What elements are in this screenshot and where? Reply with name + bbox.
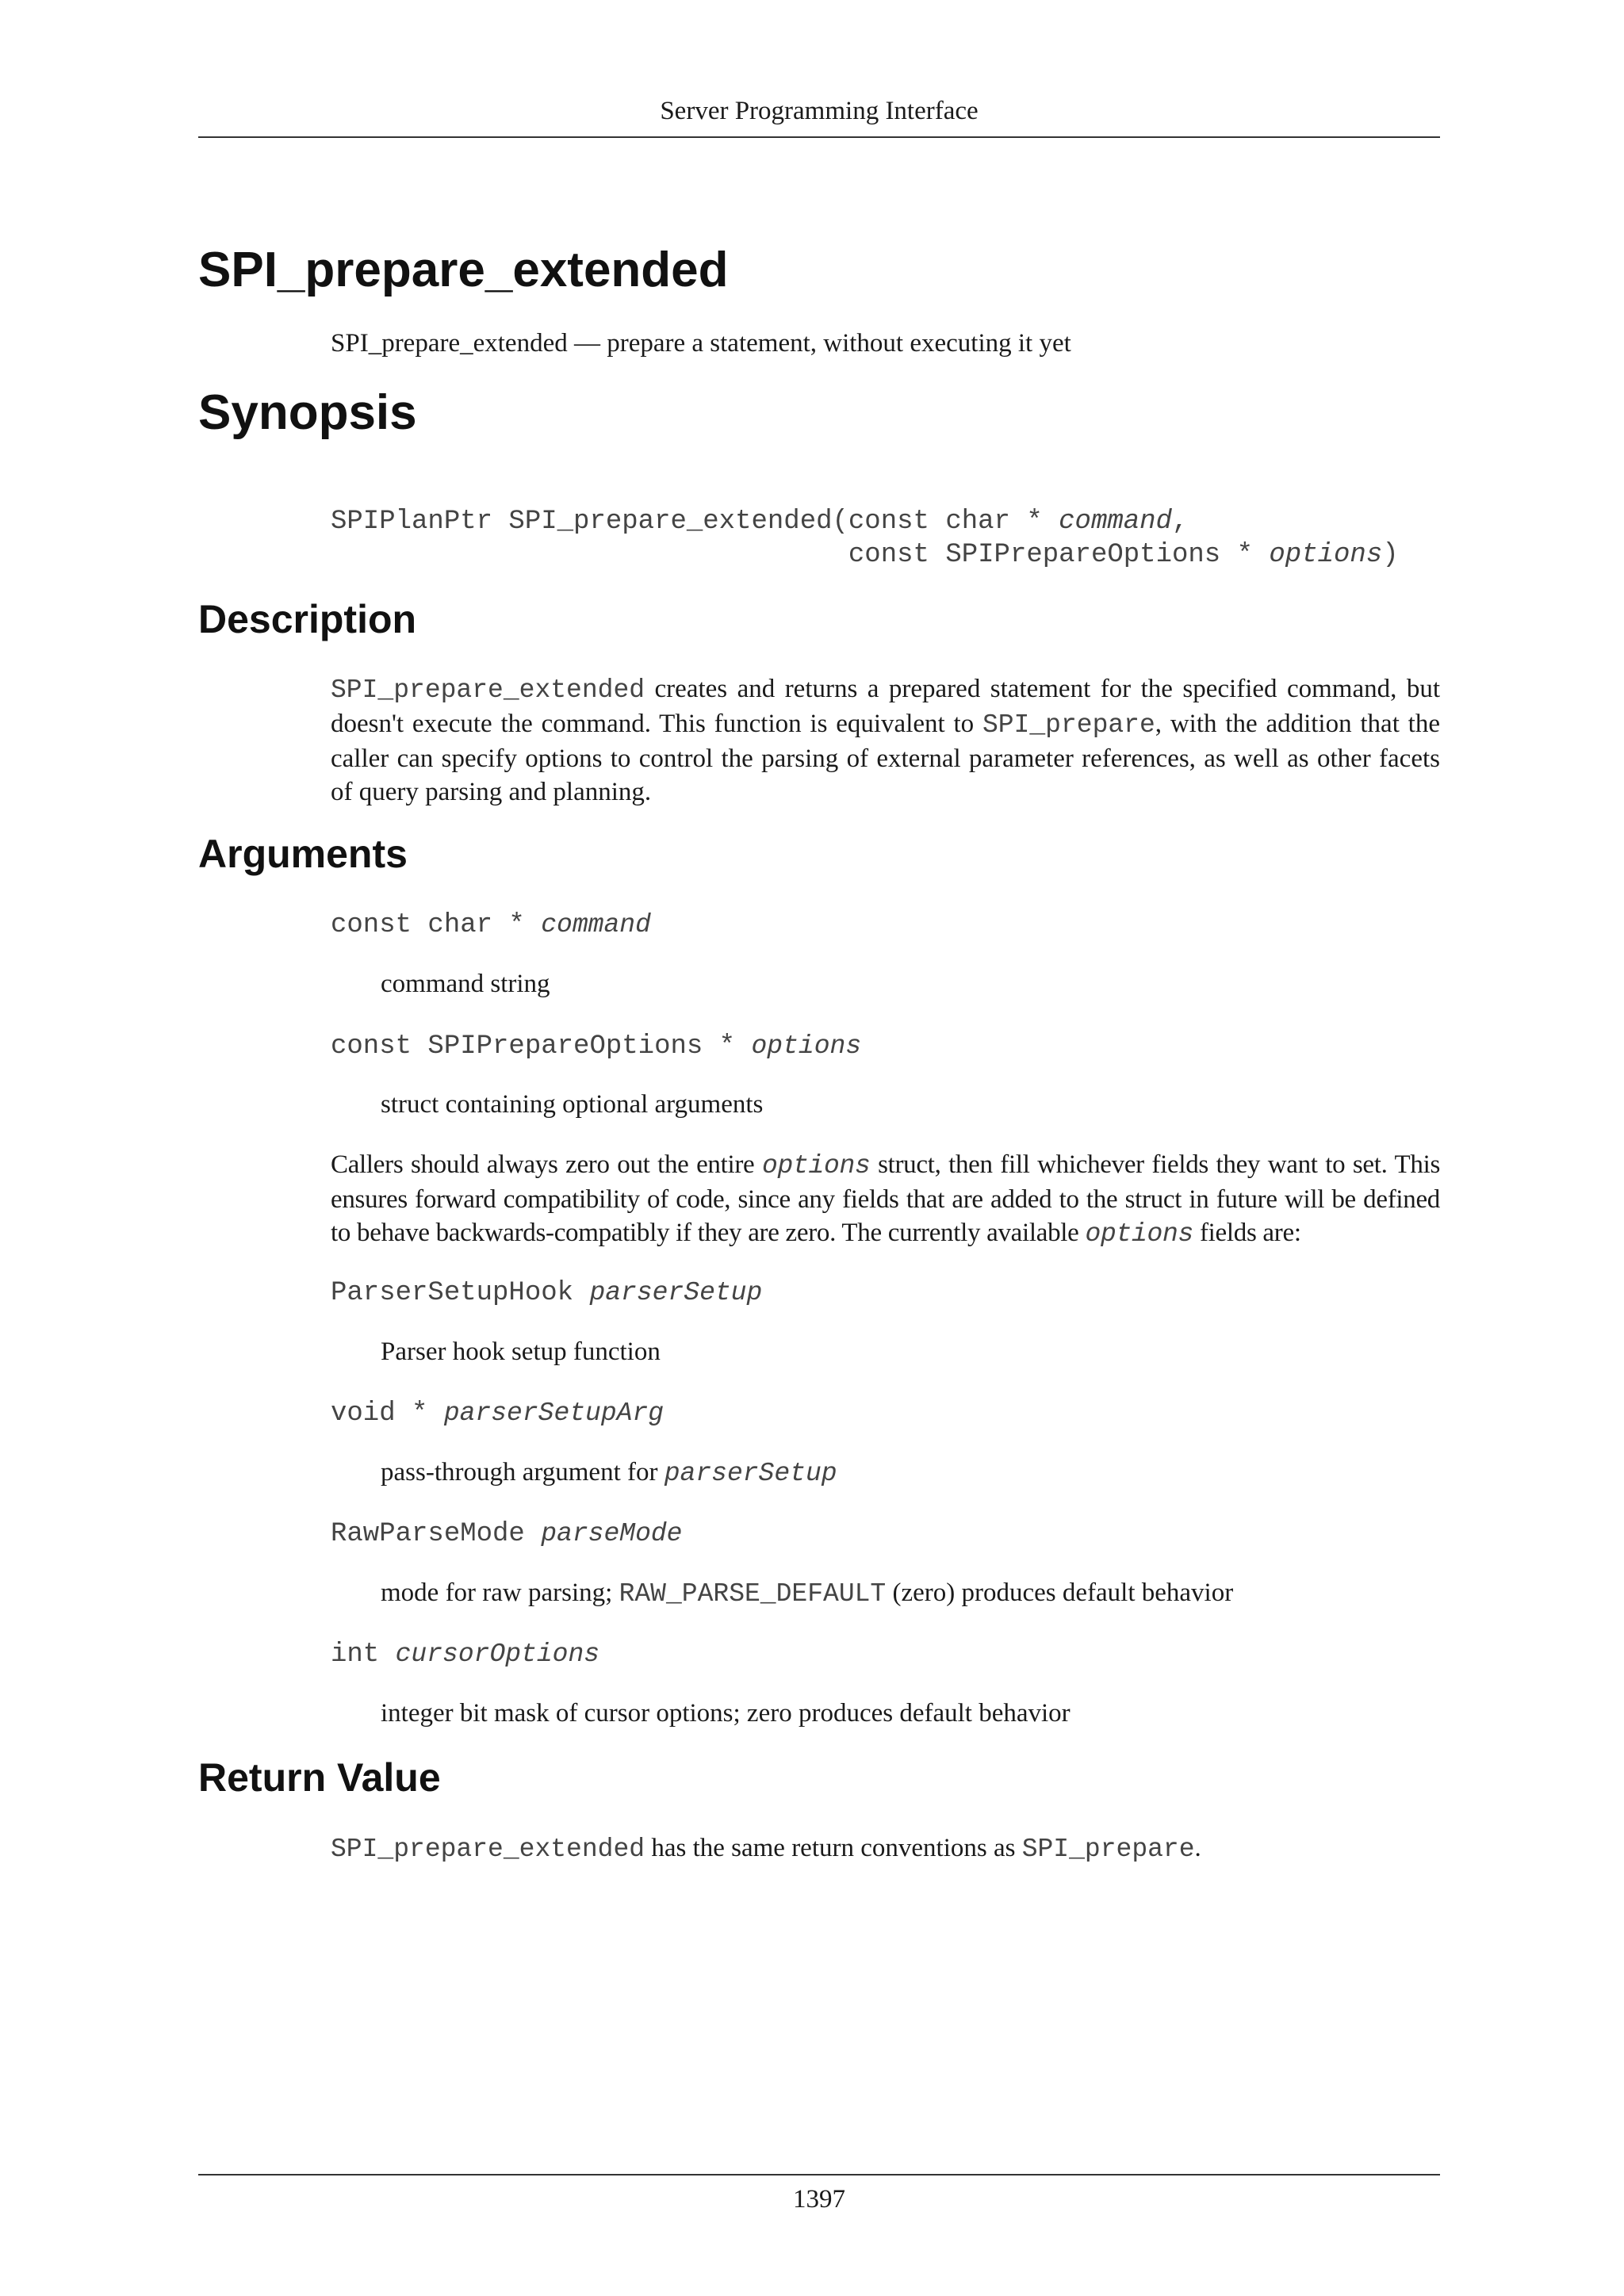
field-name: cursorOptions (395, 1640, 600, 1669)
field-term-parsemode: RawParseMode parseMode (331, 1519, 683, 1549)
argument-name: command (541, 910, 651, 939)
argument-term-command: const char * command (331, 910, 651, 940)
argument-desc-command: command string (381, 970, 550, 998)
synopsis-line1-prefix: SPIPlanPtr SPI_prepare_extended(const char * (331, 507, 1059, 537)
footer-rule (198, 2174, 1440, 2175)
running-header: Server Programming Interface (660, 97, 979, 125)
page-number: 1397 (793, 2185, 845, 2214)
argument-name: options (751, 1031, 862, 1061)
field-desc-parsersetuparg: pass-through argument for parserSetup (381, 1458, 837, 1488)
description-text-2: , with the addition that the caller can specify options to control the parsing of external parameter references, as well as other facets of query parsing and planning. (331, 710, 1440, 806)
header-rule (198, 136, 1440, 138)
synopsis-line2-suffix: ) (1382, 540, 1399, 570)
field-name: parseMode (541, 1519, 683, 1548)
document-page (198, 0, 1440, 2296)
description-code-spi-prepare: SPI_prepare (982, 710, 1155, 740)
options-code: options (1085, 1219, 1194, 1249)
field-term-parsersetuparg: void * parserSetupArg (331, 1399, 665, 1429)
description-paragraph (331, 672, 1440, 809)
synopsis-param-command: command (1059, 507, 1172, 537)
field-name: parserSetup (589, 1278, 763, 1307)
field-term-cursoroptions: int cursorOptions (331, 1640, 600, 1670)
description-code-function: SPI_prepare_extended (331, 675, 645, 705)
refpurpose: prepare a statement, without executing it yet (607, 329, 1071, 358)
return-value-paragraph: SPI_prepare_extended has the same return conventions as SPI_prepare. (331, 1834, 1201, 1864)
field-desc-parsersetup: Parser hook setup function (381, 1337, 661, 1366)
synopsis-line1-suffix: , (1171, 507, 1189, 537)
description-text-1: creates and returns a prepared statement for the specified command, but doesn't execute the command. This function is equivalent to (331, 675, 1440, 738)
refname-dash: — (567, 329, 607, 358)
field-desc-cursoroptions: integer bit mask of cursor options; zero produces default behavior (381, 1699, 1071, 1728)
field-term-parsersetup: ParserSetupHook parserSetup (331, 1278, 763, 1308)
argument-term-options: const SPIPrepareOptions * options (331, 1031, 862, 1062)
argument-desc-options: struct containing optional arguments (381, 1090, 764, 1119)
synopsis-param-options: options (1269, 540, 1383, 570)
synopsis-line2-prefix: const SPIPrepareOptions * (331, 540, 1270, 570)
options-code: options (761, 1151, 871, 1181)
options-paragraph: Callers should always zero out the entire options struct, then fill whichever fields they want to set. This ensures forward compatibility of code, since any fields that are added to the struct in future will be defined to behave backwards-compatibly if they are zero. The currently available options fields are: (331, 1150, 1440, 1249)
synopsis-heading: Synopsis (198, 385, 417, 440)
refnamediv (331, 327, 1440, 360)
arguments-heading: Arguments (198, 832, 408, 876)
page-title: SPI_prepare_extended (198, 243, 729, 297)
description-heading: Description (198, 597, 417, 641)
refname: SPI_prepare_extended (331, 329, 568, 358)
return-value-heading: Return Value (198, 1755, 441, 1800)
field-desc-parsemode: mode for raw parsing; RAW_PARSE_DEFAULT (zero) produces default behavior (381, 1578, 1234, 1609)
field-name: parserSetupArg (443, 1399, 665, 1428)
synopsis-code (331, 505, 1440, 572)
